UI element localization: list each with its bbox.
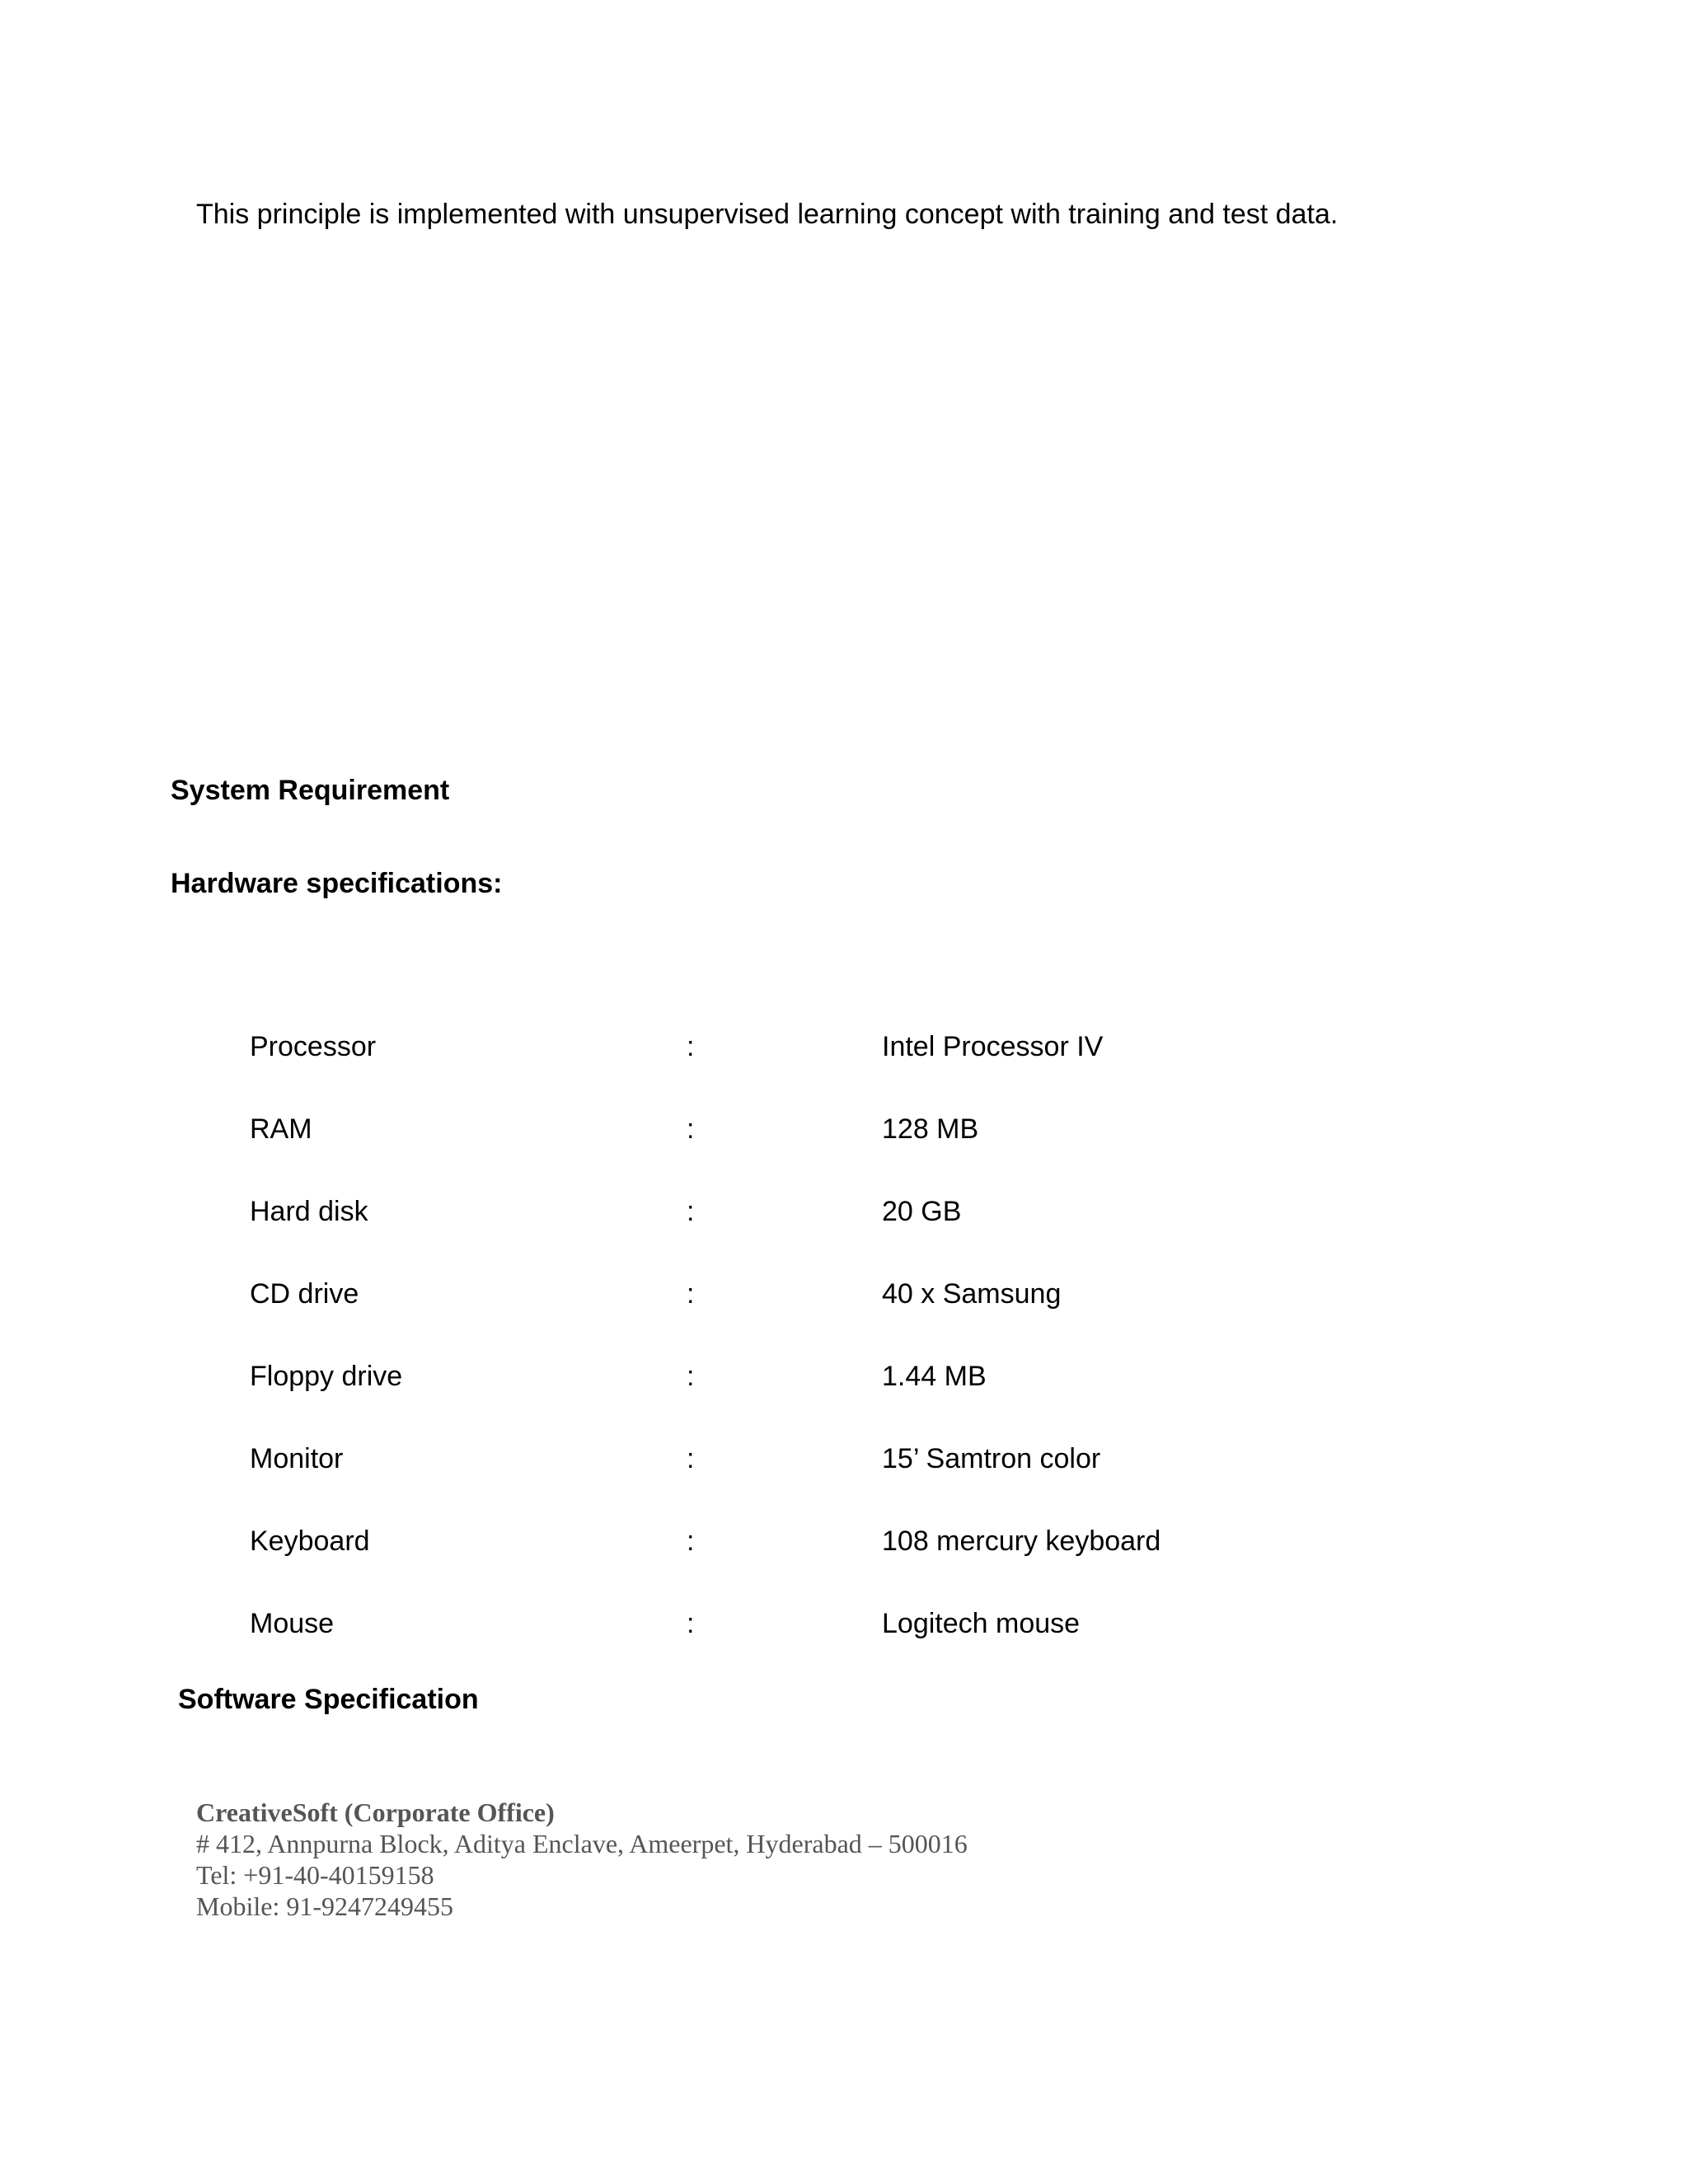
spec-label: Hard disk (250, 1196, 368, 1227)
spec-separator: : (687, 1196, 695, 1227)
spec-row-floppy-drive (250, 1358, 1404, 1441)
spec-label: Mouse (250, 1608, 335, 1639)
hardware-specifications-heading: Hardware specifications: (171, 868, 503, 899)
spec-label: Monitor (250, 1443, 344, 1474)
spec-label: Floppy drive (250, 1361, 403, 1392)
software-specification-heading: Software Specification (178, 1684, 479, 1715)
spec-label: CD drive (250, 1278, 359, 1310)
spec-separator: : (687, 1443, 695, 1474)
company-address: # 412, Annpurna Block, Aditya Enclave, Ameerpet, Hyderabad – 500016 (196, 1829, 968, 1858)
hardware-spec-table (250, 1029, 1404, 1688)
spec-row-keyboard (250, 1523, 1404, 1605)
company-tel: Tel: +91-40-40159158 (196, 1860, 434, 1890)
company-name: CreativeSoft (Corporate Office) (196, 1797, 555, 1827)
system-requirement-heading: System Requirement (171, 775, 450, 806)
spec-value: 20 GB (882, 1196, 962, 1227)
spec-separator: : (687, 1031, 695, 1062)
spec-separator: : (687, 1113, 695, 1145)
spec-row-cd-drive (250, 1276, 1404, 1358)
company-mobile: Mobile: 91-9247249455 (196, 1891, 453, 1921)
spec-value: Logitech mouse (882, 1608, 1081, 1639)
spec-separator: : (687, 1526, 695, 1557)
intro-paragraph: This principle is implemented with unsupervised learning concept with training and test data. (196, 199, 1339, 230)
company-footer (196, 1797, 968, 1922)
spec-row-mouse (250, 1605, 1404, 1688)
spec-row-ram (250, 1111, 1404, 1193)
spec-label: Keyboard (250, 1526, 370, 1557)
spec-value: 108 mercury keyboard (882, 1526, 1161, 1557)
spec-separator: : (687, 1608, 695, 1639)
spec-row-hard-disk (250, 1193, 1404, 1276)
spec-separator: : (687, 1361, 695, 1392)
spec-value: 128 MB (882, 1113, 979, 1145)
spec-value: 40 x Samsung (882, 1278, 1062, 1310)
spec-label: Processor (250, 1031, 377, 1062)
spec-separator: : (687, 1278, 695, 1310)
spec-value: Intel Processor IV (882, 1031, 1104, 1062)
spec-row-processor (250, 1029, 1404, 1111)
spec-value: 15’ Samtron color (882, 1443, 1101, 1474)
spec-row-monitor (250, 1441, 1404, 1523)
spec-label: RAM (250, 1113, 312, 1145)
spec-value: 1.44 MB (882, 1361, 987, 1392)
